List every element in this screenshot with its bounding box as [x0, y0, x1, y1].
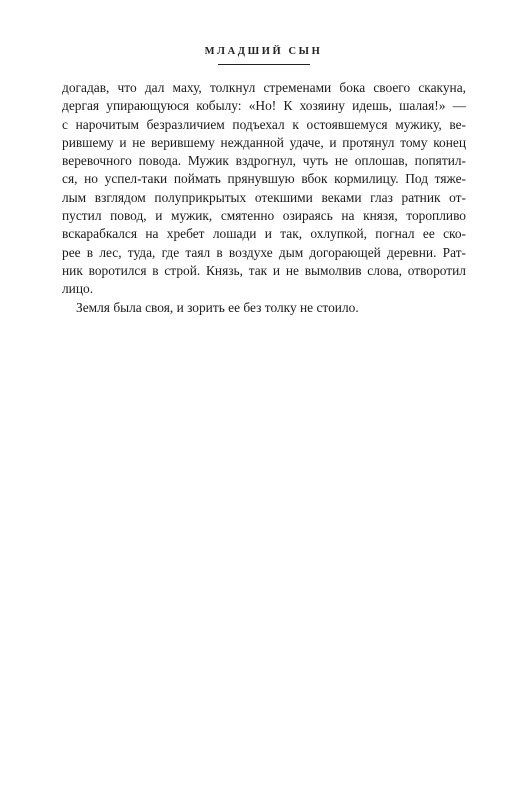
text-line: веревочного повода. Мужик вздрогнул, чуть не оплошав, попятил- [62, 153, 466, 169]
paragraph-2: Земля была своя, и зорить ее без толку не стоило. [76, 299, 359, 315]
text-line: ся, но успел-таки поймать прянувшую вбок кормилицу. Под тяже- [62, 171, 466, 187]
text-line: лым взглядом полуприкрытых отекшими веками глаз ратник от- [62, 189, 466, 205]
text-line: дергая упирающуюся кобылу: «Но! К хозяину идешь, шалая!» — [62, 98, 466, 114]
text-line: лицо. [62, 281, 94, 297]
text-line: ник воротился в строй. Князь, так и не вымолвив слова, отворотил [62, 262, 466, 278]
text-line: рее в лес, туда, где таял в воздухе дым догорающей деревни. Рат- [62, 244, 466, 260]
header-underline [218, 64, 310, 65]
text-line: догадав, что дал маху, толкнул стременами бока своего скакуна, [62, 80, 466, 95]
text-line: вскарабкался на хребет лошади и так, охлупкой, погнал ее ско- [62, 226, 466, 242]
text-line: рившему и не верившему нежданной удаче, и протянул тому конец [62, 134, 466, 150]
text-line: с нарочитым безразличием подъехал к остоявшемуся мужику, ве- [62, 116, 466, 132]
running-header: МЛАДШИЙ СЫН [204, 46, 323, 57]
text-line: пустил повод, и мужик, смятенно озираясь на князя, торопливо [62, 208, 466, 224]
body-text [62, 79, 466, 317]
